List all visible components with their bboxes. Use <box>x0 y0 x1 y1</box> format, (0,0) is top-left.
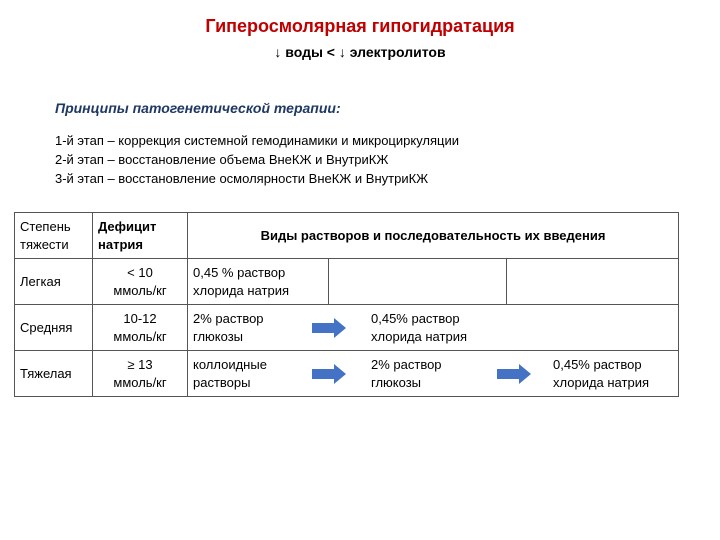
solution-step: 0,45% раствор хлорида натрия <box>553 356 649 390</box>
header-deficit: Дефицит натрия <box>93 213 188 259</box>
solution-step: 0,45% раствор хлорида натрия <box>371 310 467 344</box>
right-arrow-icon <box>312 364 346 384</box>
table-row <box>15 259 679 305</box>
solutions-cell <box>188 351 679 397</box>
right-arrow-icon <box>312 318 346 338</box>
solution-step: 0,45 % раствор хлорида натрия <box>193 264 289 298</box>
severity-cell: Тяжелая <box>15 351 93 397</box>
page-title: Гиперосмолярная гипогидратация <box>205 16 515 36</box>
right-arrow-icon <box>497 364 531 384</box>
header-severity: Степень тяжести <box>15 213 93 259</box>
solution-step: коллоидные растворы <box>193 356 267 390</box>
severity-cell: Легкая <box>15 259 93 305</box>
solution-step: 2% раствор глюкозы <box>371 356 442 390</box>
deficit-cell: 10-12 ммоль/кг <box>93 305 188 351</box>
stage-2: 2-й этап – восстановление объема ВнеКЖ и ВнутриКЖ <box>55 152 389 167</box>
solutions-cell <box>188 259 679 305</box>
deficit-cell: < 10 ммоль/кг <box>93 259 188 305</box>
principles-heading: Принципы патогенетической терапии: <box>55 100 341 116</box>
table-header-row <box>15 213 679 259</box>
table-row <box>15 351 679 397</box>
severity-cell: Средняя <box>15 305 93 351</box>
stage-3: 3-й этап – восстановление осмолярности ВнеКЖ и ВнутриКЖ <box>55 171 429 186</box>
header-solutions: Виды растворов и последовательность их введения <box>188 213 679 259</box>
page-subtitle: ↓ воды < ↓ электролитов <box>274 44 446 60</box>
stages-list <box>55 131 459 188</box>
table-row <box>15 305 679 351</box>
solution-step: 2% раствор глюкозы <box>193 310 264 344</box>
solutions-cell <box>188 305 679 351</box>
therapy-table <box>14 212 679 397</box>
stage-1: 1-й этап – коррекция системной гемодинамики и микроциркуляции <box>55 133 460 148</box>
deficit-cell: ≥ 13 ммоль/кг <box>93 351 188 397</box>
